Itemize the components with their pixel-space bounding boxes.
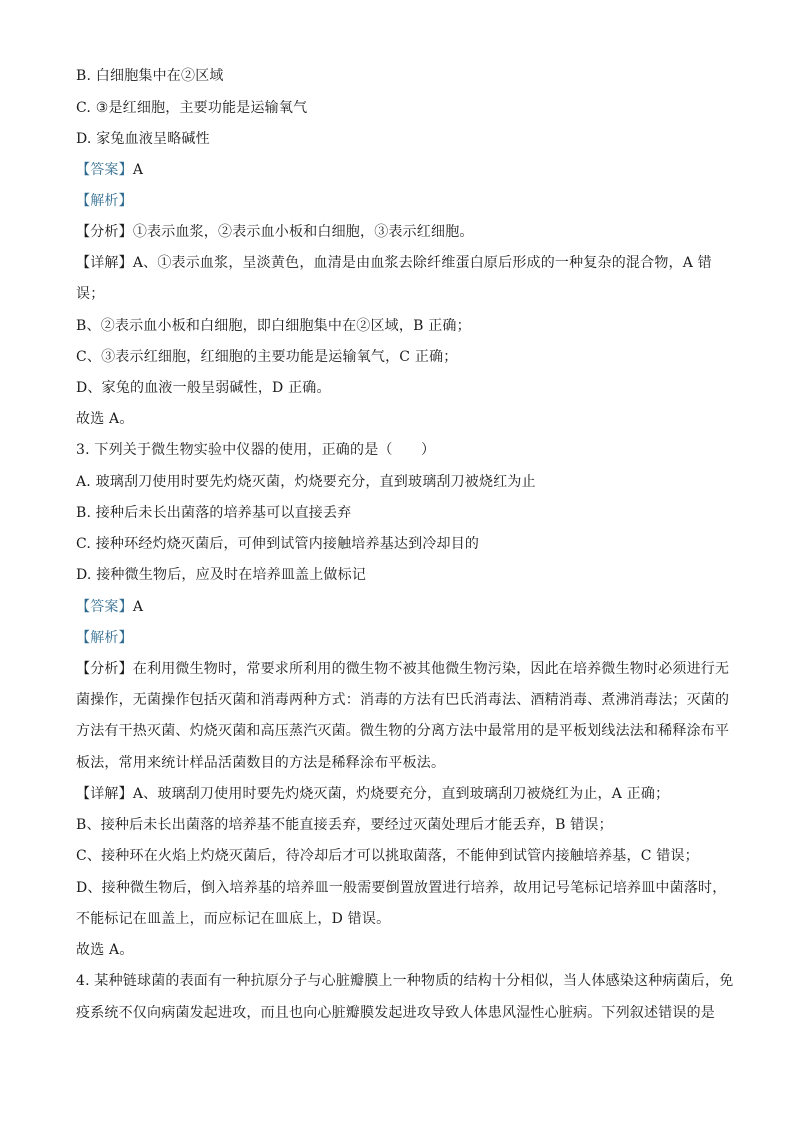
q2-fenxi bbox=[76, 222, 474, 242]
q3-fenxi-line2: 菌操作，无菌操作包括灭菌和消毒两种方式：消毒的方法有巴氏消毒法、酒精消毒、煮沸消毒法；灭菌的 bbox=[76, 692, 730, 708]
q2-conclusion: 故选 A。 bbox=[76, 411, 134, 427]
analysis-tag: 【解析】 bbox=[76, 630, 133, 646]
q3-xiangjie-d2: 不能标记在皿盖上，而应标记在皿底上，D 错误。 bbox=[76, 911, 391, 927]
q2-xiangjie-b: B、②表示血小板和白细胞，即白细胞集中在②区域，B 正确； bbox=[76, 318, 471, 334]
q3-conclusion: 故选 A。 bbox=[76, 942, 134, 958]
q3-xiangjie-d1: D、接种微生物后，倒入培养基的培养皿一般需要倒置放置进行培养，故用记号笔标记培养皿中菌落时， bbox=[76, 880, 727, 896]
answer-value: A bbox=[132, 162, 144, 178]
q2-answer bbox=[76, 160, 143, 180]
answer-tag: 【答案】 bbox=[76, 599, 133, 615]
q4-stem-line1: 4. 某种链球菌的表面有一种抗原分子与心脏瓣膜上一种物质的结构十分相似，当人体感染这种病菌后，免 bbox=[76, 973, 734, 989]
xiangjie-tag: 【详解】 bbox=[76, 786, 133, 802]
q2-xiangjie-d: D、家兔的血液一般呈弱碱性，D 正确。 bbox=[76, 380, 331, 396]
q3-analysis-tag bbox=[76, 628, 133, 648]
q2-xiangjie-line2: 误； bbox=[76, 286, 105, 302]
fenxi-tag: 【分析】 bbox=[76, 224, 133, 240]
q3-answer bbox=[76, 597, 143, 617]
q3-xiangjie-b: B、接种后未长出菌落的培养基不能直接丢弃，要经过灭菌处理后才能丢弃，B 错误； bbox=[76, 817, 613, 833]
q3-xiangjie-c: C、接种环在火焰上灼烧灭菌后，待冷却后才可以挑取菌落，不能伸到试管内接触培养基，C 错误； bbox=[76, 848, 699, 864]
q3-xiangjie-a bbox=[76, 784, 669, 804]
xiangjie-text: A、①表示血浆，呈淡黄色，血清是由血浆去除纤维蛋白原后形成的一种复杂的混合物，A 错 bbox=[132, 255, 712, 271]
fenxi-text: ①表示血浆，②表示血小板和白细胞，③表示红细胞。 bbox=[132, 224, 474, 240]
fenxi-tag: 【分析】 bbox=[76, 661, 133, 677]
q3-option-a: A. 玻璃刮刀使用时要先灼烧灭菌，灼烧要充分，直到玻璃刮刀被烧红为止 bbox=[76, 474, 536, 490]
q2-xiangjie-c: C、③表示红细胞，红细胞的主要功能是运输氧气，C 正确； bbox=[76, 349, 458, 365]
q3-option-d: D. 接种微生物后，应及时在培养皿盖上做标记 bbox=[76, 567, 367, 583]
q4-stem-line2: 疫系统不仅向病菌发起进攻，而且也向心脏瓣膜发起进攻导致人体患风湿性心脏病。下列叙述错误的是 bbox=[76, 1005, 715, 1021]
q2-analysis-tag bbox=[76, 191, 133, 211]
q3-fenxi-line3: 方法有干热灭菌、灼烧灭菌和高压蒸汽灭菌。微生物的分离方法中最常用的是平板划线法法和稀释涂布平 bbox=[76, 723, 730, 739]
xiangjie-tag: 【详解】 bbox=[76, 255, 133, 271]
q2-option-b: B. 白细胞集中在②区域 bbox=[76, 68, 224, 84]
q2-xiangjie-line1 bbox=[76, 253, 712, 273]
q3-option-b: B. 接种后未长出菌落的培养基可以直接丢弃 bbox=[76, 505, 352, 521]
q2-option-c: C. ③是红细胞，主要功能是运输氧气 bbox=[76, 100, 308, 116]
fenxi-text: 在利用微生物时，常要求所利用的微生物不被其他微生物污染，因此在培养微生物时必须进行无 bbox=[132, 661, 730, 677]
q2-option-d: D. 家兔血液呈略碱性 bbox=[76, 131, 210, 147]
q3-fenxi-line4: 板法，常用来统计样品活菌数目的方法是稀释涂布平板法。 bbox=[76, 755, 446, 771]
q3-fenxi-line1 bbox=[76, 659, 729, 679]
q3-stem: 3. 下列关于微生物实验中仪器的使用，正确的是（ ） bbox=[76, 442, 436, 458]
answer-tag: 【答案】 bbox=[76, 162, 133, 178]
q3-option-c: C. 接种环经灼烧灭菌后，可伸到试管内接触培养基达到冷却目的 bbox=[76, 536, 480, 552]
analysis-tag: 【解析】 bbox=[76, 193, 133, 209]
answer-value: A bbox=[132, 599, 144, 615]
xiangjie-text: A、玻璃刮刀使用时要先灼烧灭菌，灼烧要充分，直到玻璃刮刀被烧红为止，A 正确； bbox=[132, 786, 670, 802]
